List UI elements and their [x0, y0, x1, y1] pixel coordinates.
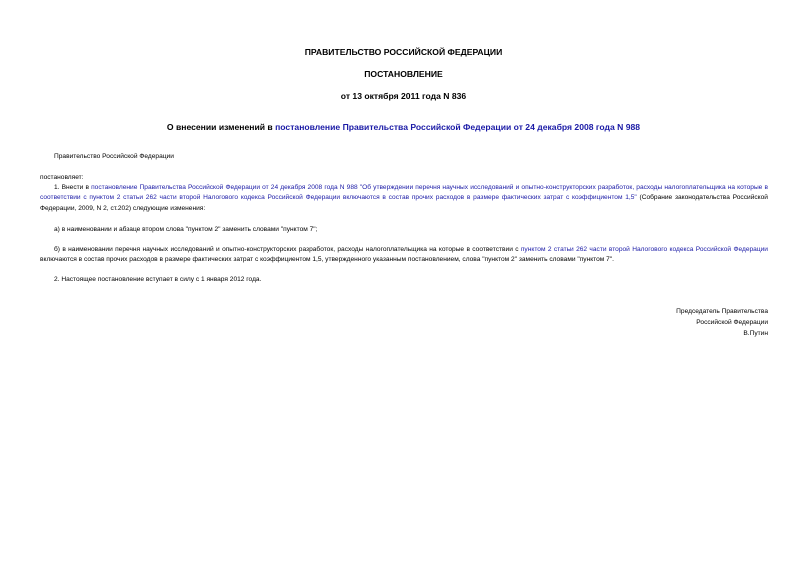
document-title	[0, 122, 807, 133]
signature-name: В.Путин	[743, 330, 768, 337]
item-a-paragraph: а) в наименовании и абзаце втором слова "пунктом 2" заменить словами "пунктом 7";	[54, 226, 318, 233]
item-1-paragraph	[40, 183, 768, 214]
resolution-988-link[interactable]: постановление Правительства Российской Федерации от 24 декабря 2008 года N 988 "Об утверждении перечня научных исследований и опытно-конструкторских разработок, расходы налогоплательщика на которые в соответствии с пунктом 2 статьи 262 части второй Налогового кодекса Российской Федерации включаются в состав прочих расходов в размере фактических затрат с коэффициентом 1,5"	[40, 184, 768, 202]
government-heading: ПРАВИТЕЛЬСТВО РОССИЙСКОЙ ФЕДЕРАЦИИ	[304, 47, 503, 57]
title-prefix: О внесении изменений в	[166, 122, 276, 132]
document-date-heading: от 13 октября 2011 года N 836	[340, 91, 467, 101]
signature-org: Российской Федерации	[696, 319, 768, 326]
signature-title: Председатель Правительства	[676, 308, 768, 315]
item-b-paragraph	[40, 245, 768, 266]
item-1-suffix: (Собрание законодательства Российской Федерации, 2009, N 2, ст.202) следующие изменения:	[40, 194, 768, 212]
item-2-paragraph: 2. Настоящее постановление вступает в силу с 1 января 2012 года.	[54, 276, 262, 283]
item-b-suffix: включаются в состав прочих расходов в размере фактических затрат с коэффициентом 1,5, утвержденного указанным постановлением, слова "пунктом 2" заменить словами "пунктом 7".	[40, 256, 614, 264]
tax-code-article-link[interactable]: пунктом 2 статьи 262 части второй Налогового кодекса Российской Федерации	[520, 246, 768, 253]
item-b-prefix: б) в наименовании перечня научных исследований и опытно-конструкторских разработок, расходы налогоплательщика на которые в соответствии с	[54, 246, 521, 253]
resolves-line: постановляет:	[40, 174, 84, 181]
title-resolution-link[interactable]: постановление Правительства Российской Федерации от 24 декабря 2008 года N 988	[275, 122, 641, 132]
government-line: Правительство Российской Федерации	[54, 153, 174, 160]
item-1-prefix: 1. Внести в	[54, 184, 92, 191]
document-type-heading: ПОСТАНОВЛЕНИЕ	[364, 69, 443, 79]
